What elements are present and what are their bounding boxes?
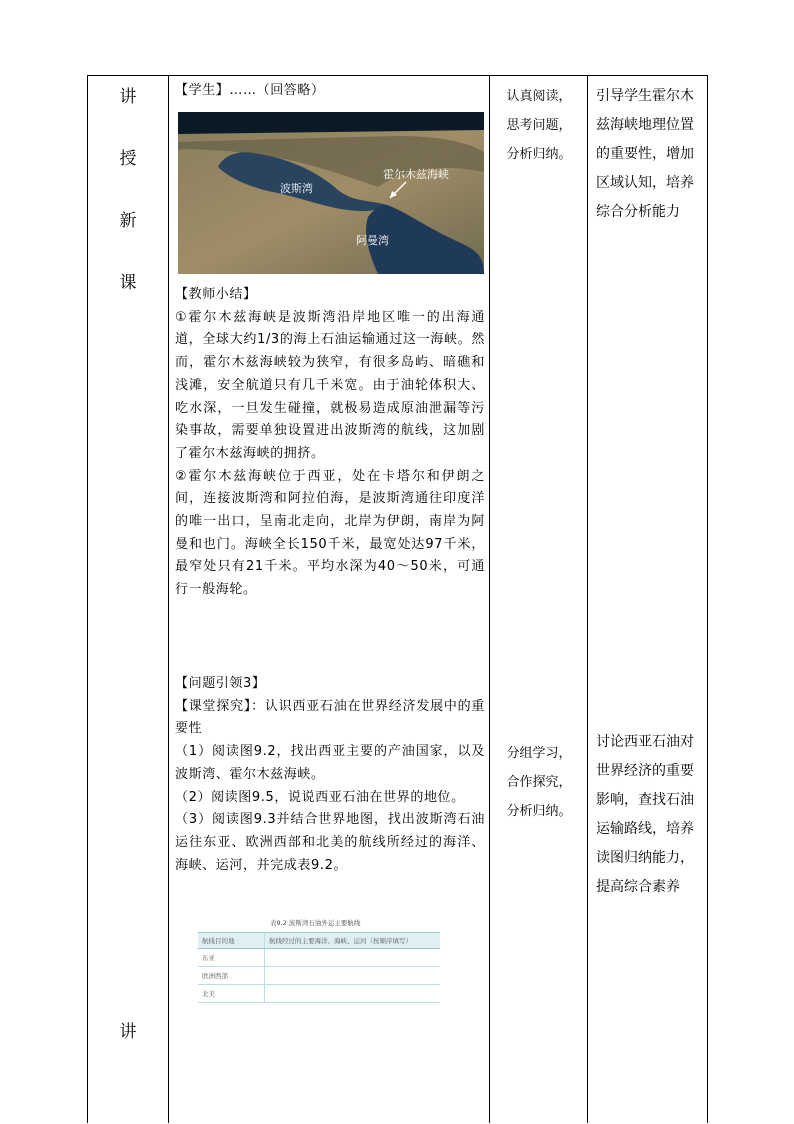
student-activity-2 [492, 739, 586, 826]
summary-paragraph-2: ②霍尔木兹海峡位于西亚，处在卡塔尔和伊朗之间，连接波斯湾和阿拉伯海，是波斯湾通往印度洋的唯一出口，呈南北走向，北岸为伊朗，南岸为阿曼和也门。海峡全长150千米，最宽处达97千米，最窄处只有21千米。平均水深为40～50米，可通行一般海轮。 [175, 468, 485, 598]
row-route-blank [265, 985, 441, 1003]
table-row [198, 985, 440, 1003]
route-table-caption: 表9.2 波斯湾石油外运主要航线 [270, 919, 361, 927]
table-border-left [87, 75, 88, 1123]
stage-label-char-4: 课 [119, 273, 137, 293]
label-persian-gulf: 波斯湾 [280, 182, 313, 195]
goal-line: 运输路线，培养 [596, 821, 694, 837]
teacher-summary-block [175, 284, 485, 602]
route-table [198, 932, 440, 1003]
route-table-header [198, 933, 440, 949]
activity-line: 分析归纳。 [506, 147, 572, 162]
goal-line: 读图归纳能力， [596, 850, 694, 866]
classroom-inquiry: 【课堂探究】：认识西亚石油在世界经济发展中的重要性 [175, 698, 485, 737]
row-route-blank [265, 949, 441, 967]
label-strait-of-hormuz: 霍尔木兹海峡 [383, 168, 449, 181]
student-activity-1 [492, 82, 586, 169]
goal-line: 区域认知，培养 [596, 175, 694, 191]
question-1: （1）阅读图9.2，找出西亚主要的产油国家，以及波斯湾、霍尔木兹海峡。 [175, 744, 485, 782]
stage-label-char-1: 讲 [119, 87, 137, 107]
question-guide-title: 【问题引领3】 [175, 676, 266, 691]
question-2: （2）阅读图9.5，说说西亚石油在世界的地位。 [175, 789, 465, 805]
map-graphic [178, 112, 484, 274]
goal-line: 综合分析能力 [596, 204, 680, 220]
label-gulf-of-oman: 阿曼湾 [356, 234, 389, 247]
activity-line: 分析归纳。 [506, 804, 572, 819]
route-table-figure [198, 918, 440, 1006]
table-divider-1 [168, 75, 169, 1123]
table-row [198, 967, 440, 985]
stage-label-char-2: 授 [119, 149, 137, 169]
inquiry-block [175, 673, 485, 877]
row-destination: 北美 [198, 985, 265, 1003]
hormuz-satellite-map [178, 112, 484, 274]
header-destination: 航线目的地 [198, 933, 265, 949]
question-3: （3）阅读图9.3并结合世界地图，找出波斯湾石油运往东亚、欧洲西部和北美的航线所经过的海洋、海峡、运河，并完成表9.2。 [175, 812, 485, 873]
row-destination: 东亚 [198, 949, 265, 967]
table-divider-3 [587, 75, 588, 1123]
row-destination: 欧洲西部 [198, 967, 265, 985]
goal-line: 提高综合素养 [596, 879, 680, 895]
student-answer-line: 【学生】……（回答略） [175, 83, 325, 98]
stage-label-char-5: 讲 [119, 1022, 137, 1042]
goal-line: 引导学生霍尔木 [596, 88, 694, 104]
activity-line: 认真阅读， [506, 89, 572, 104]
design-goal-1 [596, 82, 704, 227]
header-route: 航线经过的主要海洋、海峡、运河（按顺序填写） [265, 933, 441, 949]
row-route-blank [265, 967, 441, 985]
goal-line: 兹海峡地理位置 [596, 117, 694, 133]
design-goal-2 [596, 728, 704, 902]
goal-line: 影响，查找石油 [596, 792, 694, 808]
stage-label-char-3: 新 [119, 211, 137, 231]
goal-line: 世界经济的重要 [596, 763, 694, 779]
teacher-summary-title: 【教师小结】 [175, 287, 257, 302]
goal-line: 讨论西亚石油对 [596, 734, 694, 750]
summary-paragraph-1: ①霍尔木兹海峡是波斯湾沿岸地区唯一的出海通道，全球大约1/3的海上石油运输通过这一海峡。然而，霍尔木兹海峡较为狭窄，有很多岛屿、暗礁和浅滩，安全航道只有几千米宽。由于油轮体积大、吃水深，一旦发生碰撞，就极易造成原油泄漏等污染事故，需要单独设置进出波斯湾的航线，这加剧了霍尔木兹海峡的拥挤。 [175, 309, 485, 461]
activity-line: 分组学习， [506, 746, 572, 761]
table-row [198, 949, 440, 967]
activity-line: 思考问题， [506, 118, 572, 133]
table-divider-2 [489, 75, 490, 1123]
table-border-right [707, 75, 708, 1123]
goal-line: 的重要性，增加 [596, 146, 694, 162]
activity-line: 合作探究， [506, 775, 572, 790]
